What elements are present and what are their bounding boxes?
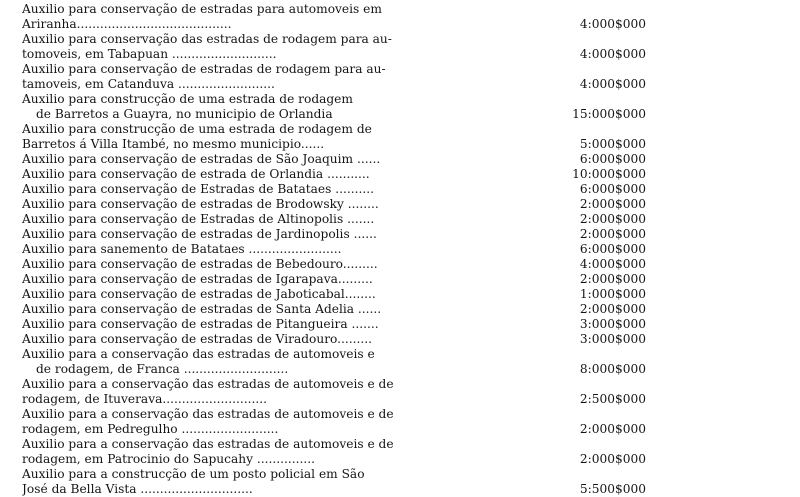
entry-line: de Barretos a Guayra, no municipio de Orlandia [36,107,333,121]
entry-line: Auxilio para conservação de Estradas de Batataes .......... [22,182,374,196]
entry-text [22,167,414,182]
entry-amount: 6:000$000 [579,152,646,166]
entry-amount: 15:000$000 [572,107,646,121]
entry-line: Auxilio para conservação de estradas de São Joaquim ...... [22,152,381,166]
entry-line: de rodagem, de Franca ........................... [36,362,289,376]
entry-line: Ariranha........................................ [22,17,232,31]
entry-line: Auxilio para construcção de uma estrada de rodagem de [22,122,372,136]
entry-line: Auxilio para conservação de estradas de Jardinopolis ...... [22,227,377,241]
entry-line: Barretos á Villa Itambé, no mesmo municipio...... [22,137,325,151]
entry-amount: 6:000$000 [579,182,646,196]
entry-amount: 2:000$000 [579,227,646,241]
entry-line: Auxilio para a conservação das estradas de automoveis e de [22,377,394,391]
entry-text [22,2,414,32]
entry-line: José da Bella Vista ............................. [22,482,253,496]
entry-text [22,227,414,242]
entry-text [22,347,414,377]
appropriations-list [22,2,414,497]
entry-line: Auxilio para conservação de estradas de Brodowsky ........ [22,197,379,211]
entry-line: Auxilio para conservação das estradas de rodagem para au- [22,32,392,46]
entry-amount: 2:000$000 [579,197,646,211]
entry-text [22,302,414,317]
entry-line: rodagem, em Pedregulho ......................... [22,422,279,436]
entry-line: rodagem, em Patrocinio do Sapucahy ............... [22,452,315,466]
entry-text [22,467,414,497]
entry-amount: 6:000$000 [579,242,646,256]
entry-text [22,242,414,257]
entry-line: Auxilio para conservação de estradas de Jaboticabal........ [22,287,376,301]
entry-text [22,437,414,467]
entry-line: tomoveis, em Tabapuan ........................... [22,47,277,61]
entry-amount: 2:000$000 [579,212,646,226]
entry-text [22,212,414,227]
entry-amount: 2:000$000 [579,452,646,466]
entry-line: Auxilio para sanemento de Batataes ........................ [22,242,342,256]
entry-text [22,122,414,152]
entry-text [22,257,414,272]
entry-line: Auxilio para conservação de estradas de Santa Adelia ...... [22,302,382,316]
entry-amount: 2:500$000 [579,392,646,406]
entry-line: Auxilio para conservação de Estradas de Altinopolis ....... [22,212,375,226]
entry-amount: 8:000$000 [579,362,646,376]
entry-amount: 5:000$000 [579,137,646,151]
entry-text [22,287,414,302]
entry-amount: 5:500$000 [579,482,646,496]
entry-text [22,407,414,437]
entry-amount: 4:000$000 [579,77,646,91]
entry-line: Auxilio para conservação de estradas para automoveis em [22,2,382,16]
entry-text [22,182,414,197]
entry-amount: 2:000$000 [579,302,646,316]
entry-amount: 2:000$000 [579,422,646,436]
entry-line: Auxilio para a conservação das estradas de automoveis e de [22,437,394,451]
entry-line: Auxilio para conservação de estradas de Viradouro......... [22,332,373,346]
entry-amount: 4:000$000 [579,257,646,271]
entry-text [22,32,414,62]
entry-line: Auxilio para construcção de uma estrada de rodagem [22,92,353,106]
entry-line: Auxilio para conservação de estradas de Pitangueira ....... [22,317,379,331]
entry-line: Auxilio para conservação de estradas de rodagem para au- [22,62,386,76]
entry-amount: 10:000$000 [572,167,646,181]
entry-text [22,272,414,287]
entry-text [22,377,414,407]
entry-amount: 2:000$000 [579,272,646,286]
entry-line: Auxilio para conservação de estrada de Orlandia ........... [22,167,370,181]
entry-line: Auxilio para conservação de estradas de Igarapava......... [22,272,373,286]
entry-amount: 1:000$000 [579,287,646,301]
entry-amount: 4:000$000 [579,47,646,61]
entry-line: Auxilio para a conservação das estradas de automoveis e de [22,407,394,421]
entry-line: tamoveis, em Catanduva ......................... [22,77,275,91]
entry-amount: 3:000$000 [579,317,646,331]
entry-line: Auxilio para a construcção de um posto policial em São [22,467,365,481]
entry-text [22,197,414,212]
entry-line: rodagem, de Ituverava........................... [22,392,267,406]
entry-line: Auxilio para a conservação das estradas de automoveis e [22,347,375,361]
entry-amount: 3:000$000 [579,332,646,346]
entry-text [22,92,414,122]
entry-text [22,317,414,332]
entry-amount: 4:000$000 [579,17,646,31]
entry-line: Auxilio para conservação de estradas de Bebedouro......... [22,257,378,271]
entry-text [22,152,414,167]
entry-text [22,62,414,92]
entry-text [22,332,414,347]
